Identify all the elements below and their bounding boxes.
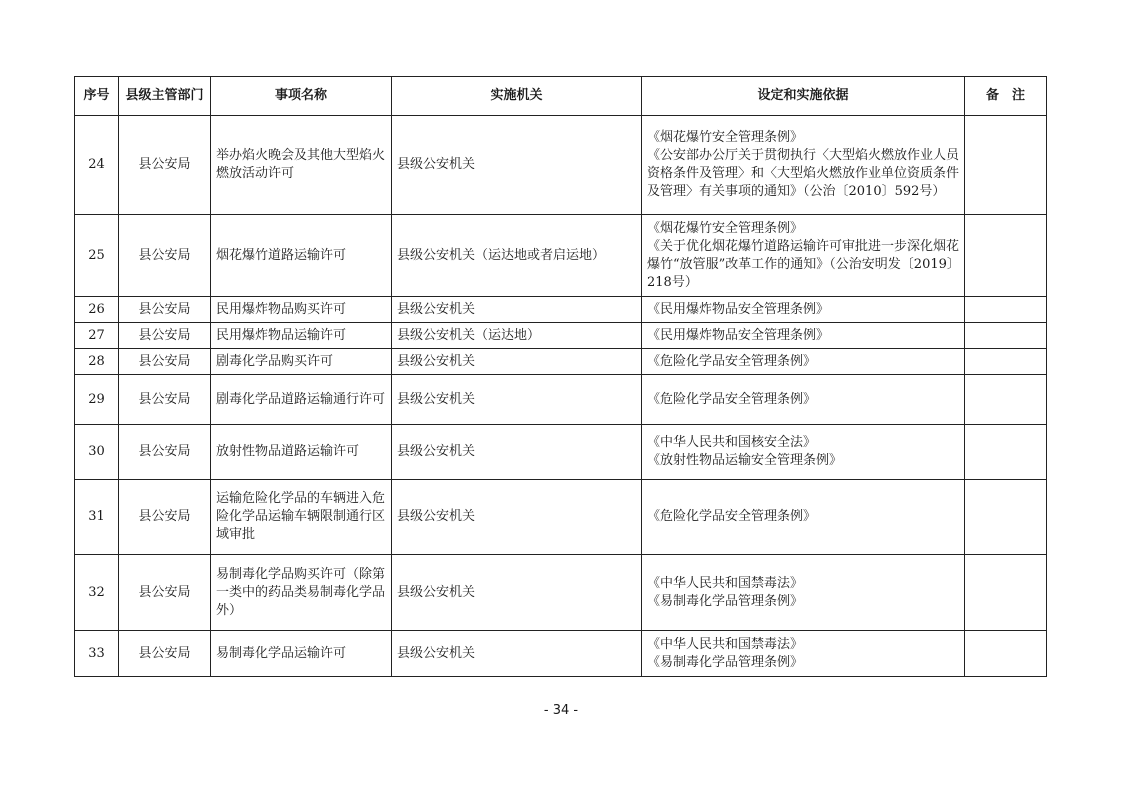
basis-line: 《烟花爆竹安全管理条例》: [647, 130, 804, 145]
basis-line: 《关于优化烟花爆竹道路运输许可审批进一步深化烟花爆竹“放管服”改革工作的通知》（公治安明发〔2019〕218号）: [647, 238, 960, 290]
row-remark: [965, 375, 1047, 425]
row-agency: 县级公安机关: [392, 631, 642, 677]
row-remark: [965, 116, 1047, 215]
row-serial: 27: [75, 323, 119, 349]
row-item-name: 易制毒化学品运输许可: [211, 631, 392, 677]
row-department: 县公安局: [119, 116, 211, 215]
row-serial: 24: [75, 116, 119, 215]
table-row: [75, 555, 1047, 631]
row-item-name: 烟花爆竹道路运输许可: [211, 215, 392, 297]
basis-line: 《危险化学品安全管理条例》: [647, 391, 817, 407]
basis-line: 《危险化学品安全管理条例》: [647, 353, 817, 369]
table-row: [75, 323, 1047, 349]
row-item-name: 民用爆炸物品运输许可: [211, 323, 392, 349]
row-department: 县公安局: [119, 555, 211, 631]
table-row: [75, 215, 1047, 297]
row-serial: 30: [75, 425, 119, 480]
row-department: 县公安局: [119, 297, 211, 323]
row-serial: 25: [75, 215, 119, 297]
row-department: 县公安局: [119, 480, 211, 555]
row-basis: [642, 116, 965, 215]
row-serial: 31: [75, 480, 119, 555]
table-row: [75, 375, 1047, 425]
basis-line: 《易制毒化学品管理条例》: [647, 593, 804, 609]
row-remark: [965, 425, 1047, 480]
row-item-name: 民用爆炸物品购买许可: [211, 297, 392, 323]
header-serial-number: 序号: [75, 77, 119, 116]
header-remarks: 备 注: [965, 77, 1047, 116]
row-department: 县公安局: [119, 215, 211, 297]
row-remark: [965, 349, 1047, 375]
row-item-name: 剧毒化学品购买许可: [211, 349, 392, 375]
row-item-name: 放射性物品道路运输许可: [211, 425, 392, 480]
row-basis: [642, 425, 965, 480]
basis-line: 《民用爆炸物品安全管理条例》: [647, 301, 830, 317]
row-serial: 33: [75, 631, 119, 677]
row-basis: [642, 215, 965, 297]
row-agency: 县级公安机关（运达地）: [392, 323, 642, 349]
row-serial: 26: [75, 297, 119, 323]
approval-items-table: [74, 76, 1047, 677]
row-agency: 县级公安机关: [392, 555, 642, 631]
row-item-name: 易制毒化学品购买许可（除第一类中的药品类易制毒化学品外）: [211, 555, 392, 631]
row-remark: [965, 555, 1047, 631]
row-basis: [642, 323, 965, 349]
row-remark: [965, 323, 1047, 349]
table-row: [75, 349, 1047, 375]
basis-line: 《危险化学品安全管理条例》: [647, 509, 817, 524]
row-department: 县公安局: [119, 349, 211, 375]
row-department: 县公安局: [119, 425, 211, 480]
row-remark: [965, 297, 1047, 323]
row-agency: 县级公安机关: [392, 116, 642, 215]
row-remark: [965, 480, 1047, 555]
row-department: 县公安局: [119, 323, 211, 349]
basis-line: 《中华人民共和国核安全法》: [647, 435, 817, 450]
row-agency: 县级公安机关（运达地或者启运地）: [392, 215, 642, 297]
table-row: [75, 297, 1047, 323]
basis-line: 《中华人民共和国禁毒法》: [647, 575, 804, 591]
header-department: 县级主管部门: [119, 77, 211, 116]
row-serial: 32: [75, 555, 119, 631]
header-item-name: 事项名称: [211, 77, 392, 116]
table-row: [75, 116, 1047, 215]
row-agency: 县级公安机关: [392, 480, 642, 555]
row-serial: 29: [75, 375, 119, 425]
table-row: [75, 480, 1047, 555]
row-basis: [642, 375, 965, 425]
row-basis: [642, 480, 965, 555]
row-agency: 县级公安机关: [392, 375, 642, 425]
basis-line: 《民用爆炸物品安全管理条例》: [647, 327, 830, 343]
basis-line: 《公安部办公厅关于贯彻执行〈大型焰火燃放作业人员资格条件及管理〉和〈大型焰火燃放作业单位资质条件及管理〉有关事项的通知》（公治〔2010〕592号）: [647, 148, 960, 199]
basis-line: 《易制毒化学品管理条例》: [647, 654, 804, 670]
row-agency: 县级公安机关: [392, 297, 642, 323]
header-implementing-agency: 实施机关: [392, 77, 642, 116]
row-remark: [965, 215, 1047, 297]
basis-line: 《放射性物品运输安全管理条例》: [647, 453, 843, 468]
row-department: 县公安局: [119, 631, 211, 677]
row-basis: [642, 349, 965, 375]
table-header-row: [75, 77, 1047, 116]
header-legal-basis: 设定和实施依据: [642, 77, 965, 116]
row-basis: [642, 631, 965, 677]
table-row: [75, 631, 1047, 677]
row-remark: [965, 631, 1047, 677]
row-item-name: 剧毒化学品道路运输通行许可: [211, 375, 392, 425]
basis-line: 《烟花爆竹安全管理条例》: [647, 220, 804, 236]
row-item-name: 举办焰火晚会及其他大型焰火燃放活动许可: [211, 116, 392, 215]
row-item-name: 运输危险化学品的车辆进入危险化学品运输车辆限制通行区域审批: [211, 480, 392, 555]
table-row: [75, 425, 1047, 480]
row-basis: [642, 297, 965, 323]
row-basis: [642, 555, 965, 631]
row-agency: 县级公安机关: [392, 349, 642, 375]
row-department: 县公安局: [119, 375, 211, 425]
basis-line: 《中华人民共和国禁毒法》: [647, 636, 804, 652]
page-number: - 34 -: [543, 703, 579, 718]
row-serial: 28: [75, 349, 119, 375]
row-agency: 县级公安机关: [392, 425, 642, 480]
